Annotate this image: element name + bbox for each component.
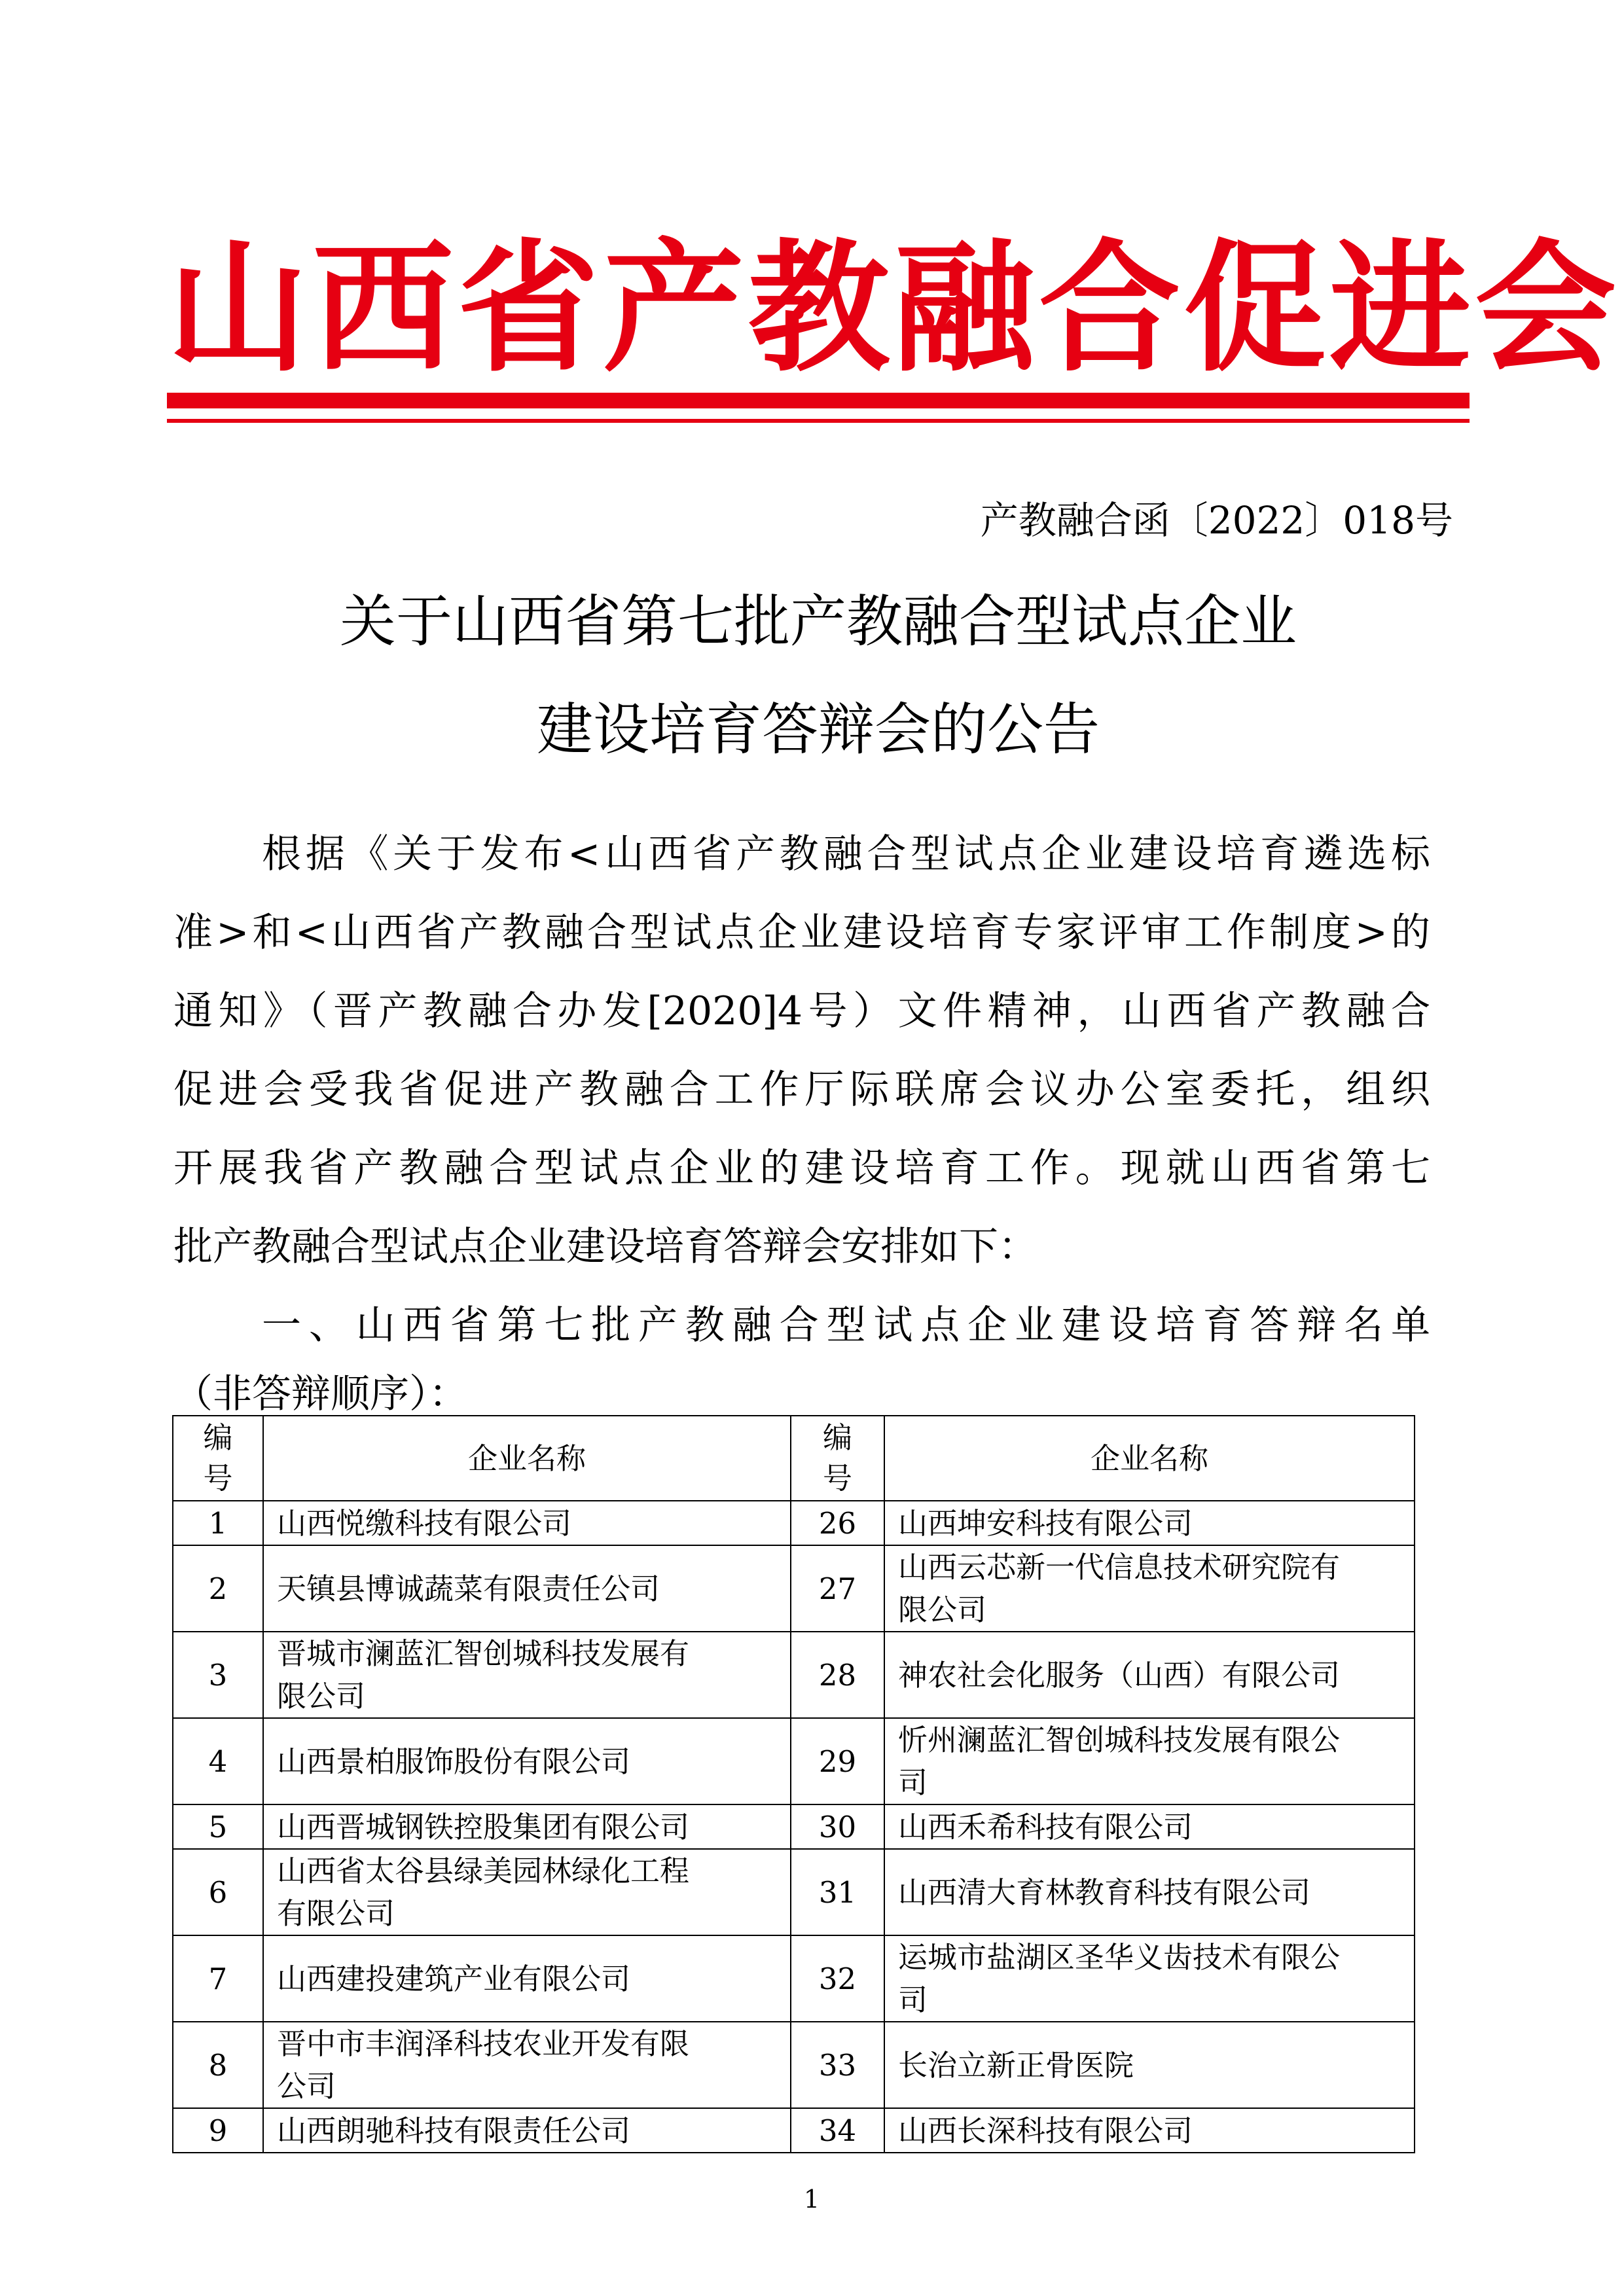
company-name: 晋城市澜蓝汇智创城科技发展有 限公司	[263, 1632, 791, 1718]
table-row	[173, 1935, 1415, 2022]
row-number: 31	[791, 1849, 884, 1935]
letterhead-thick-rule	[167, 393, 1470, 408]
company-name: 山西省太谷县绿美园林绿化工程 有限公司	[263, 1849, 791, 1935]
row-number: 3	[173, 1632, 263, 1718]
company-name: 运城市盐湖区圣华义齿技术有限公 司	[884, 1935, 1415, 2022]
table-row	[173, 1804, 1415, 1849]
header-number: 编 号	[173, 1416, 263, 1501]
header-number: 编 号	[791, 1416, 884, 1501]
row-number: 33	[791, 2022, 884, 2108]
table-row	[173, 2108, 1415, 2153]
company-name: 晋中市丰润泽科技农业开发有限 公司	[263, 2022, 791, 2108]
company-name: 山西朗驰科技有限责任公司	[263, 2108, 791, 2153]
body-paragraph-line: 通知》（晋产教融合办发[2020]4号）文件精神，山西省产教融合	[173, 988, 1430, 1034]
document-title-line-2: 建设培育答辩会的公告	[537, 697, 1100, 762]
row-number: 5	[173, 1804, 263, 1849]
row-number: 2	[173, 1545, 263, 1632]
row-number: 27	[791, 1545, 884, 1632]
company-list-table	[172, 1415, 1414, 2153]
header-company-name: 企业名称	[884, 1416, 1415, 1501]
company-name: 长治立新正骨医院	[884, 2022, 1415, 2108]
company-name: 神农社会化服务（山西）有限公司	[884, 1632, 1415, 1718]
row-number: 28	[791, 1632, 884, 1718]
row-number: 32	[791, 1935, 884, 2022]
header-company-name: 企业名称	[263, 1416, 791, 1501]
company-name: 山西清大育林教育科技有限公司	[884, 1849, 1415, 1935]
row-number: 26	[791, 1501, 884, 1545]
body-paragraph-line: 批产教融合型试点企业建设培育答辩会安排如下：	[173, 1224, 1038, 1270]
body-paragraph-line: 开展我省产教融合型试点企业的建设培育工作。现就山西省第七	[173, 1145, 1430, 1191]
table-header-row	[173, 1416, 1415, 1501]
row-number: 4	[173, 1718, 263, 1804]
row-number: 30	[791, 1804, 884, 1849]
table-row	[173, 1545, 1415, 1632]
row-number: 1	[173, 1501, 263, 1545]
company-name: 山西坤安科技有限公司	[884, 1501, 1415, 1545]
company-name: 山西建投建筑产业有限公司	[263, 1935, 791, 2022]
organization-letterhead: 山西省产教融合促进会	[167, 224, 1621, 391]
body-paragraph-line: 促进会受我省促进产教融合工作厅际联席会议办公室委托，组织	[173, 1067, 1430, 1113]
table-row	[173, 1718, 1415, 1804]
section-heading-continued: （非答辩顺序）：	[173, 1371, 468, 1417]
document-number: 产教融合函〔2022〕018号	[980, 498, 1453, 543]
company-name: 山西悦缴科技有限公司	[263, 1501, 791, 1545]
table-row	[173, 1849, 1415, 1935]
row-number: 9	[173, 2108, 263, 2153]
company-name: 天镇县博诚蔬菜有限责任公司	[263, 1545, 791, 1632]
row-number: 8	[173, 2022, 263, 2108]
page-number: 1	[803, 2185, 820, 2214]
table-row	[173, 1501, 1415, 1545]
table-row	[173, 1632, 1415, 1718]
company-name: 山西景柏服饰股份有限公司	[263, 1718, 791, 1804]
body-paragraph-line: 准>和<山西省产教融合型试点企业建设培育专家评审工作制度>的	[173, 910, 1430, 956]
row-number: 29	[791, 1718, 884, 1804]
company-name: 忻州澜蓝汇智创城科技发展有限公 司	[884, 1718, 1415, 1804]
row-number: 6	[173, 1849, 263, 1935]
table-row	[173, 2022, 1415, 2108]
row-number: 7	[173, 1935, 263, 2022]
row-number: 34	[791, 2108, 884, 2153]
letterhead-thin-rule	[167, 419, 1470, 423]
body-paragraph-line: 根据《关于发布<山西省产教融合型试点企业建设培育遴选标	[262, 831, 1430, 877]
company-name: 山西云芯新一代信息技术研究院有 限公司	[884, 1545, 1415, 1632]
document-title-line-1: 关于山西省第七批产教融合型试点企业	[340, 589, 1297, 655]
company-name: 山西禾希科技有限公司	[884, 1804, 1415, 1849]
company-name: 山西晋城钢铁控股集团有限公司	[263, 1804, 791, 1849]
company-name: 山西长深科技有限公司	[884, 2108, 1415, 2153]
section-heading: 一、山西省第七批产教融合型试点企业建设培育答辩名单	[262, 1302, 1430, 1348]
